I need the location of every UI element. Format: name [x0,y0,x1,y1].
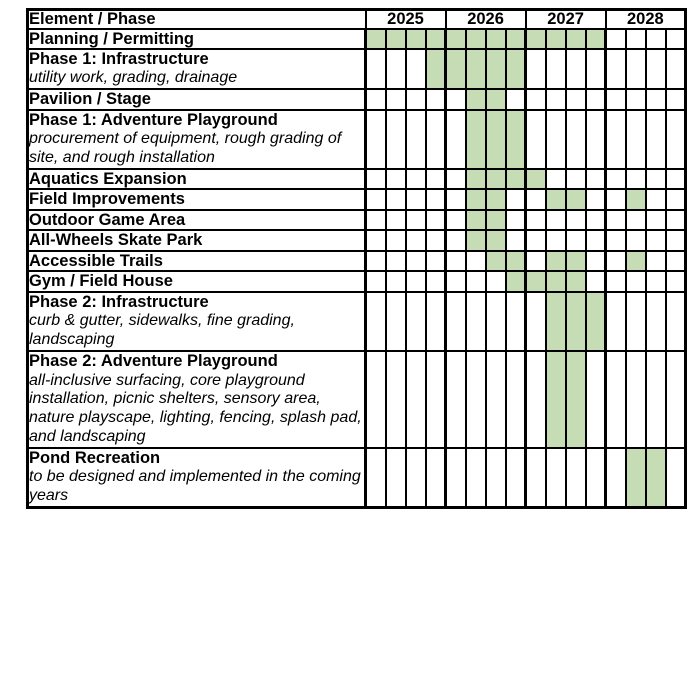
timeline-cell-2026-q3 [486,351,506,448]
row-subtitle: curb & gutter, sidewalks, fine grading, landscaping [29,312,295,349]
timeline-cell-2026-q3 [486,49,506,89]
timeline-cell-2028-q3 [646,448,666,508]
timeline-cell-2028-q4 [666,110,686,169]
timeline-cell-2026-q4 [506,49,526,89]
timeline-cell-2026-q3 [486,29,506,49]
timeline-cell-2028-q2 [626,230,646,250]
timeline-cell-2027-q4 [586,210,606,230]
table-row [28,169,686,189]
year-header-2027: 2027 [526,10,606,29]
timeline-cell-2028-q2 [626,29,646,49]
row-title: Pond Recreation [29,449,161,467]
timeline-cell-2027-q3 [566,251,586,271]
row-label-cell [28,230,366,250]
timeline-cell-2026-q1 [446,230,466,250]
table-row [28,271,686,291]
timeline-cell-2028-q4 [666,271,686,291]
timeline-cell-2028-q2 [626,189,646,209]
timeline-cell-2025-q2 [386,251,406,271]
timeline-cell-2027-q1 [526,189,546,209]
row-title: Pavilion / Stage [29,90,151,109]
timeline-cell-2027-q4 [586,351,606,448]
timeline-cell-2025-q1 [366,29,386,49]
table-row [28,89,686,109]
row-label-cell [28,292,366,351]
row-label-cell [28,271,366,291]
timeline-cell-2025-q4 [426,29,446,49]
table-row [28,230,686,250]
timeline-cell-2026-q2 [466,49,486,89]
timeline-cell-2027-q1 [526,351,546,448]
timeline-cell-2025-q4 [426,251,446,271]
timeline-cell-2027-q1 [526,230,546,250]
timeline-cell-2027-q3 [566,448,586,508]
timeline-cell-2028-q4 [666,189,686,209]
timeline-cell-2026-q1 [446,169,466,189]
timeline-cell-2028-q4 [666,292,686,351]
timeline-cell-2026-q3 [486,110,506,169]
timeline-cell-2026-q2 [466,351,486,448]
timeline-cell-2026-q3 [486,230,506,250]
timeline-cell-2027-q1 [526,169,546,189]
timeline-cell-2025-q3 [406,271,426,291]
timeline-cell-2027-q2 [546,29,566,49]
table-row [28,448,686,508]
timeline-cell-2028-q3 [646,49,666,89]
timeline-cell-2028-q3 [646,292,666,351]
timeline-cell-2028-q2 [626,448,646,508]
timeline-cell-2027-q4 [586,230,606,250]
timeline-cell-2028-q1 [606,292,626,351]
timeline-cell-2027-q4 [586,110,606,169]
project-timeline-table [26,8,687,509]
timeline-cell-2027-q4 [586,29,606,49]
timeline-cell-2028-q4 [666,169,686,189]
timeline-cell-2026-q2 [466,251,486,271]
row-label-cell [28,189,366,209]
timeline-cell-2026-q1 [446,292,466,351]
timeline-cell-2025-q3 [406,448,426,508]
timeline-cell-2025-q3 [406,210,426,230]
timeline-cell-2025-q1 [366,351,386,448]
timeline-cell-2027-q3 [566,230,586,250]
timeline-cell-2027-q4 [586,292,606,351]
timeline-cell-2027-q2 [546,292,566,351]
timeline-cell-2025-q3 [406,169,426,189]
timeline-cell-2025-q3 [406,189,426,209]
timeline-cell-2025-q3 [406,89,426,109]
timeline-cell-2025-q1 [366,271,386,291]
timeline-cell-2028-q4 [666,49,686,89]
timeline-cell-2028-q3 [646,210,666,230]
timeline-cell-2026-q4 [506,29,526,49]
timeline-cell-2026-q2 [466,292,486,351]
timeline-cell-2026-q4 [506,292,526,351]
timeline-cell-2025-q1 [366,189,386,209]
timeline-cell-2027-q4 [586,251,606,271]
timeline-cell-2025-q2 [386,210,406,230]
timeline-cell-2028-q3 [646,29,666,49]
row-title: Gym / Field House [29,272,173,291]
timeline-cell-2025-q2 [386,292,406,351]
timeline-cell-2027-q1 [526,448,546,508]
timeline-cell-2025-q4 [426,89,446,109]
timeline-cell-2025-q1 [366,110,386,169]
row-subtitle: procurement of equipment, rough grading of site, and rough installation [29,130,342,167]
timeline-cell-2028-q3 [646,89,666,109]
timeline-cell-2027-q4 [586,189,606,209]
timeline-cell-2027-q2 [546,49,566,89]
row-subtitle: all-inclusive surfacing, core playground installation, picnic shelters, sensory area, nature playscape, lighting, fencing, splash pad, and landscaping [29,371,362,446]
timeline-cell-2026-q2 [466,210,486,230]
row-title: Accessible Trails [29,251,163,270]
timeline-cell-2028-q4 [666,89,686,109]
timeline-cell-2026-q1 [446,189,466,209]
timeline-cell-2027-q3 [566,169,586,189]
timeline-cell-2025-q2 [386,271,406,291]
timeline-cell-2025-q2 [386,189,406,209]
timeline-cell-2028-q2 [626,49,646,89]
timeline-cell-2025-q4 [426,230,446,250]
timeline-cell-2028-q4 [666,230,686,250]
timeline-cell-2028-q3 [646,251,666,271]
timeline-cell-2027-q2 [546,210,566,230]
row-label-cell [28,251,366,271]
timeline-cell-2028-q2 [626,292,646,351]
timeline-cell-2025-q2 [386,89,406,109]
table-body [28,29,686,508]
timeline-cell-2025-q2 [386,351,406,448]
timeline-cell-2026-q2 [466,271,486,291]
row-label-cell [28,351,366,448]
timeline-cell-2028-q1 [606,448,626,508]
timeline-cell-2027-q2 [546,189,566,209]
timeline-cell-2025-q4 [426,189,446,209]
timeline-cell-2028-q1 [606,230,626,250]
timeline-cell-2025-q2 [386,448,406,508]
timeline-cell-2025-q3 [406,49,426,89]
timeline-cell-2027-q2 [546,448,566,508]
timeline-cell-2025-q3 [406,292,426,351]
timeline-cell-2028-q3 [646,189,666,209]
timeline-cell-2028-q1 [606,189,626,209]
timeline-cell-2025-q3 [406,29,426,49]
timeline-cell-2028-q1 [606,49,626,89]
row-label-cell [28,448,366,508]
timeline-cell-2027-q1 [526,29,546,49]
table-row [28,292,686,351]
timeline-cell-2027-q2 [546,110,566,169]
timeline-cell-2027-q2 [546,251,566,271]
timeline-cell-2027-q3 [566,110,586,169]
timeline-cell-2026-q2 [466,89,486,109]
timeline-cell-2025-q2 [386,110,406,169]
row-subtitle: to be designed and implemented in the coming years [29,468,361,505]
timeline-cell-2025-q4 [426,110,446,169]
timeline-cell-2028-q2 [626,210,646,230]
timeline-cell-2026-q1 [446,448,466,508]
table-row [28,251,686,271]
timeline-cell-2028-q2 [626,351,646,448]
timeline-cell-2028-q1 [606,110,626,169]
timeline-cell-2025-q1 [366,448,386,508]
timeline-cell-2026-q2 [466,169,486,189]
timeline-cell-2028-q4 [666,351,686,448]
year-header-2025: 2025 [366,10,446,29]
timeline-cell-2025-q4 [426,169,446,189]
timeline-cell-2026-q4 [506,89,526,109]
timeline-cell-2027-q1 [526,251,546,271]
timeline-cell-2028-q3 [646,110,666,169]
timeline-cell-2028-q1 [606,210,626,230]
timeline-cell-2028-q4 [666,251,686,271]
timeline-cell-2026-q2 [466,110,486,169]
timeline-cell-2027-q3 [566,210,586,230]
timeline-cell-2025-q1 [366,292,386,351]
timeline-cell-2026-q4 [506,189,526,209]
timeline-cell-2026-q2 [466,189,486,209]
timeline-cell-2026-q4 [506,351,526,448]
timeline-cell-2025-q3 [406,230,426,250]
timeline-cell-2027-q3 [566,271,586,291]
timeline-cell-2027-q3 [566,29,586,49]
timeline-cell-2027-q1 [526,49,546,89]
timeline-cell-2026-q1 [446,251,466,271]
table-head [28,10,686,29]
timeline-cell-2026-q3 [486,251,506,271]
timeline-cell-2026-q3 [486,189,506,209]
timeline-cell-2027-q1 [526,110,546,169]
timeline-cell-2027-q1 [526,292,546,351]
timeline-cell-2028-q1 [606,251,626,271]
timeline-cell-2025-q4 [426,292,446,351]
timeline-cell-2025-q1 [366,89,386,109]
timeline-cell-2028-q1 [606,271,626,291]
column-header-element-phase: Element / Phase [28,10,366,29]
table-row [28,210,686,230]
timeline-cell-2026-q1 [446,29,466,49]
timeline-cell-2025-q4 [426,271,446,291]
timeline-cell-2026-q1 [446,351,466,448]
table-row [28,29,686,49]
table-row [28,110,686,169]
timeline-cell-2026-q4 [506,169,526,189]
timeline-cell-2026-q2 [466,448,486,508]
timeline-cell-2025-q1 [366,49,386,89]
timeline-cell-2025-q1 [366,230,386,250]
timeline-cell-2026-q3 [486,271,506,291]
timeline-cell-2026-q1 [446,89,466,109]
timeline-cell-2026-q4 [506,210,526,230]
timeline-cell-2025-q3 [406,110,426,169]
timeline-cell-2028-q1 [606,89,626,109]
timeline-cell-2025-q1 [366,169,386,189]
timeline-cell-2028-q3 [646,351,666,448]
timeline-cell-2027-q4 [586,169,606,189]
timeline-cell-2027-q2 [546,230,566,250]
timeline-cell-2025-q4 [426,351,446,448]
row-label-cell [28,110,366,169]
timeline-cell-2025-q2 [386,230,406,250]
timeline-cell-2025-q4 [426,448,446,508]
timeline-cell-2027-q4 [586,448,606,508]
timeline-cell-2027-q4 [586,271,606,291]
timeline-cell-2027-q1 [526,271,546,291]
row-subtitle: utility work, grading, drainage [29,69,238,87]
timeline-cell-2028-q1 [606,351,626,448]
timeline-cell-2025-q2 [386,49,406,89]
table-row [28,351,686,448]
timeline-cell-2026-q4 [506,271,526,291]
timeline-cell-2027-q2 [546,271,566,291]
year-header-2028: 2028 [606,10,686,29]
timeline-cell-2028-q2 [626,271,646,291]
row-title: Phase 1: Infrastructure [29,49,209,68]
timeline-cell-2028-q2 [626,110,646,169]
timeline-cell-2026-q3 [486,292,506,351]
row-label-cell [28,210,366,230]
timeline-cell-2028-q3 [646,271,666,291]
timeline-cell-2026-q4 [506,230,526,250]
timeline-cell-2026-q3 [486,169,506,189]
row-label-cell [28,29,366,49]
timeline-cell-2027-q3 [566,351,586,448]
timeline-cell-2025-q4 [426,210,446,230]
row-title: Phase 2: Adventure Playground [29,352,278,371]
timeline-cell-2025-q2 [386,169,406,189]
timeline-cell-2027-q3 [566,292,586,351]
timeline-cell-2028-q4 [666,448,686,508]
row-title: Field Improvements [29,190,185,209]
timeline-cell-2026-q4 [506,448,526,508]
row-label-cell [28,169,366,189]
timeline-cell-2028-q4 [666,210,686,230]
timeline-cell-2026-q3 [486,448,506,508]
timeline-cell-2027-q4 [586,49,606,89]
timeline-cell-2027-q3 [566,89,586,109]
timeline-cell-2027-q1 [526,89,546,109]
timeline-cell-2025-q2 [386,29,406,49]
timeline-cell-2028-q2 [626,89,646,109]
row-title: Planning / Permitting [29,29,195,48]
row-label-cell [28,49,366,89]
timeline-cell-2028-q3 [646,230,666,250]
timeline-cell-2027-q1 [526,210,546,230]
timeline-cell-2025-q3 [406,351,426,448]
timeline-cell-2026-q1 [446,271,466,291]
timeline-cell-2027-q4 [586,89,606,109]
row-title: Phase 2: Infrastructure [29,292,209,311]
timeline-cell-2025-q1 [366,210,386,230]
timeline-cell-2028-q4 [666,29,686,49]
timeline-cell-2026-q3 [486,210,506,230]
table-row [28,49,686,89]
timeline-cell-2027-q2 [546,169,566,189]
timeline-cell-2026-q2 [466,230,486,250]
timeline-cell-2027-q3 [566,49,586,89]
row-label-cell [28,89,366,109]
year-header-2026: 2026 [446,10,526,29]
row-title: Aquatics Expansion [29,170,187,188]
timeline-cell-2026-q1 [446,110,466,169]
timeline-cell-2026-q4 [506,110,526,169]
timeline-cell-2025-q3 [406,251,426,271]
timeline-cell-2027-q2 [546,89,566,109]
timeline-cell-2026-q3 [486,89,506,109]
timeline-cell-2026-q1 [446,210,466,230]
timeline-cell-2025-q4 [426,49,446,89]
row-title: All-Wheels Skate Park [29,231,203,250]
timeline-cell-2025-q1 [366,251,386,271]
timeline-cell-2026-q1 [446,49,466,89]
row-title: Phase 1: Adventure Playground [29,110,278,129]
timeline-cell-2027-q2 [546,351,566,448]
timeline-cell-2028-q3 [646,169,666,189]
row-title: Outdoor Game Area [29,210,186,229]
timeline-cell-2026-q4 [506,251,526,271]
timeline-cell-2028-q1 [606,169,626,189]
table-row [28,189,686,209]
timeline-cell-2026-q2 [466,29,486,49]
timeline-cell-2028-q2 [626,169,646,189]
timeline-cell-2028-q1 [606,29,626,49]
timeline-cell-2027-q3 [566,189,586,209]
timeline-cell-2028-q2 [626,251,646,271]
header-row [28,10,686,29]
